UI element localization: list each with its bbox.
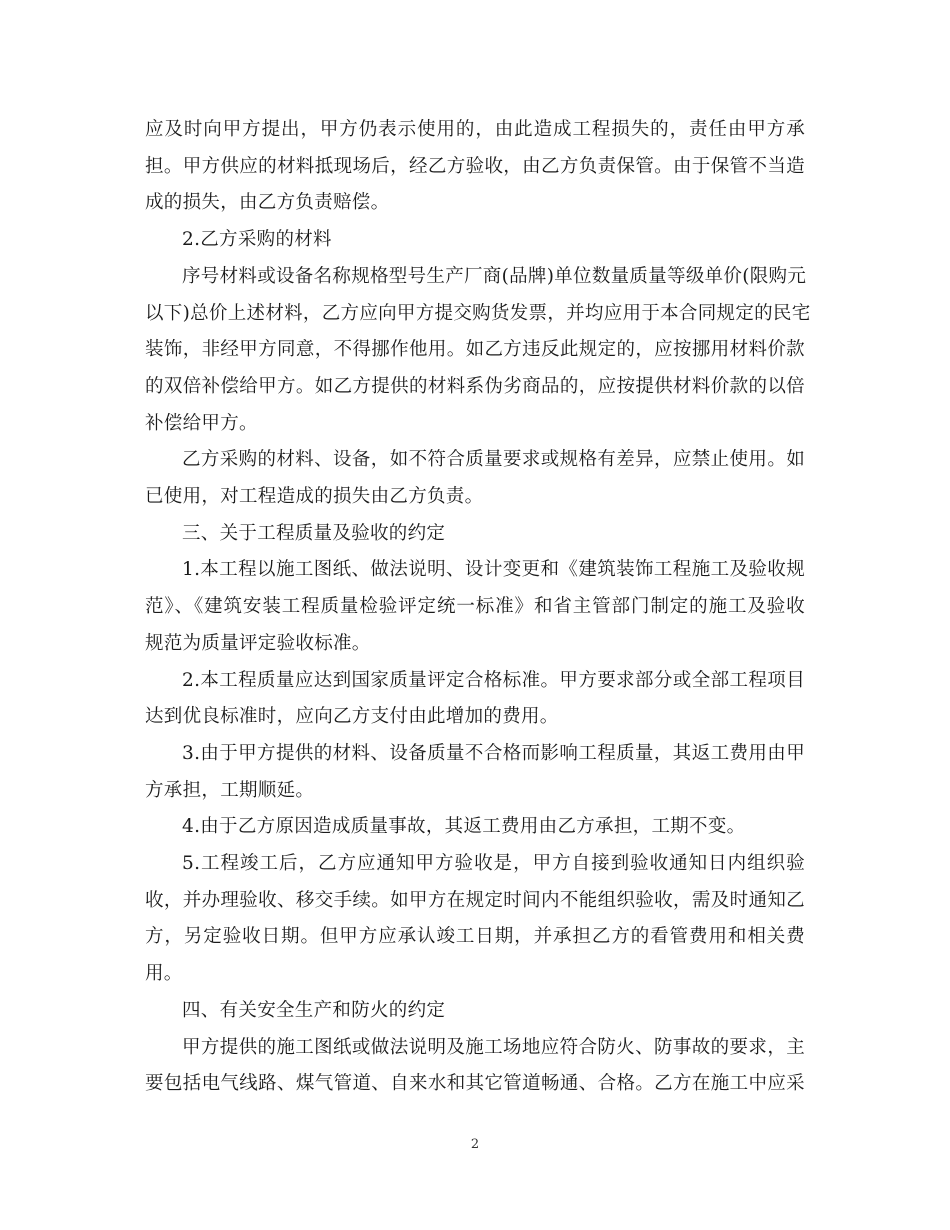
page-number: 2 <box>470 1137 480 1152</box>
text-line: 的双倍补偿给甲方。如乙方提供的材料系伪劣商品的，应按提供材料价款的以倍 <box>145 375 805 397</box>
text-line: 甲方提供的施工图纸或做法说明及施工场地应符合防火、防事故的要求，主 <box>182 1036 805 1058</box>
paragraph-p12 <box>145 1030 805 1103</box>
text-line: 已使用，对工程造成的损失由乙方负责。 <box>145 486 484 508</box>
text-line: 以下)总价上述材料，乙方应向甲方提交购货发票，并均应用于本合同规定的民宅 <box>145 302 811 324</box>
paragraph-p3 <box>145 259 811 443</box>
text-line: 要包括电气线路、煤气管道、自来水和其它管道畅通、合格。乙方在施工中应采 <box>145 1073 805 1095</box>
text-line: 2.乙方采购的材料 <box>182 229 332 251</box>
text-line: 方承担，工期顺延。 <box>145 779 315 801</box>
text-line: 5.工程竣工后，乙方应通知甲方验收是，甲方自接到验收通知日内组织验 <box>182 853 805 875</box>
paragraph-p6 <box>145 552 805 662</box>
text-line: 乙方采购的材料、设备，如不符合质量要求或规格有差异，应禁止使用。如 <box>182 449 805 471</box>
paragraph-p2 <box>145 222 805 259</box>
paragraph-p4 <box>145 442 805 515</box>
document-body <box>145 112 811 1103</box>
text-line: 应及时向甲方提出，甲方仍表示使用的，由此造成工程损失的，责任由甲方承 <box>145 119 805 140</box>
text-line: 序号材料或设备名称规格型号生产厂商(品牌)单位数量质量等级单价(限购元 <box>182 265 807 287</box>
text-line: 用。 <box>145 963 183 985</box>
text-line: 2.本工程质量应达到国家质量评定合格标准。甲方要求部分或全部工程项目 <box>182 669 805 691</box>
text-line: 收，并办理验收、移交手续。如甲方在规定时间内不能组织验收，需及时通知乙 <box>145 889 805 911</box>
paragraph-p1 <box>145 112 805 222</box>
text-line: 3.由于甲方提供的材料、设备质量不合格而影响工程质量，其返工费用由甲 <box>182 742 805 764</box>
text-line: 成的损失，由乙方负责赔偿。 <box>145 192 390 214</box>
text-line: 补偿给甲方。 <box>145 412 258 434</box>
paragraph-p5 <box>145 516 805 553</box>
paragraph-p10 <box>145 846 805 993</box>
paragraph-p7 <box>145 663 805 736</box>
text-line: 4.由于乙方原因造成质量事故，其返工费用由乙方承担，工期不变。 <box>182 816 746 838</box>
text-line: 方，另定验收日期。但甲方应承认竣工日期，并承担乙方的看管费用和相关费 <box>145 926 805 948</box>
paragraph-p11 <box>145 993 805 1030</box>
text-line: 达到优良标准时，应向乙方支付由此增加的费用。 <box>145 706 559 728</box>
paragraph-p9 <box>145 809 805 846</box>
text-line: 规范为质量评定验收标准。 <box>145 632 371 654</box>
text-line: 范》、《建筑安装工程质量检验评定统一标准》和省主管部门制定的施工及验收 <box>145 596 805 618</box>
text-line: 三、关于工程质量及验收的约定 <box>182 522 446 544</box>
text-line: 四、有关安全生产和防火的约定 <box>182 999 446 1021</box>
paragraph-p8 <box>145 736 805 809</box>
text-line: 担。甲方供应的材料抵现场后，经乙方验收，由乙方负责保管。由于保管不当造 <box>145 155 805 177</box>
text-line: 装饰，非经甲方同意，不得挪作他用。如乙方违反此规定的，应按挪用材料价款 <box>145 339 805 361</box>
text-line: 1.本工程以施工图纸、做法说明、设计变更和《建筑装饰工程施工及验收规 <box>182 559 805 581</box>
